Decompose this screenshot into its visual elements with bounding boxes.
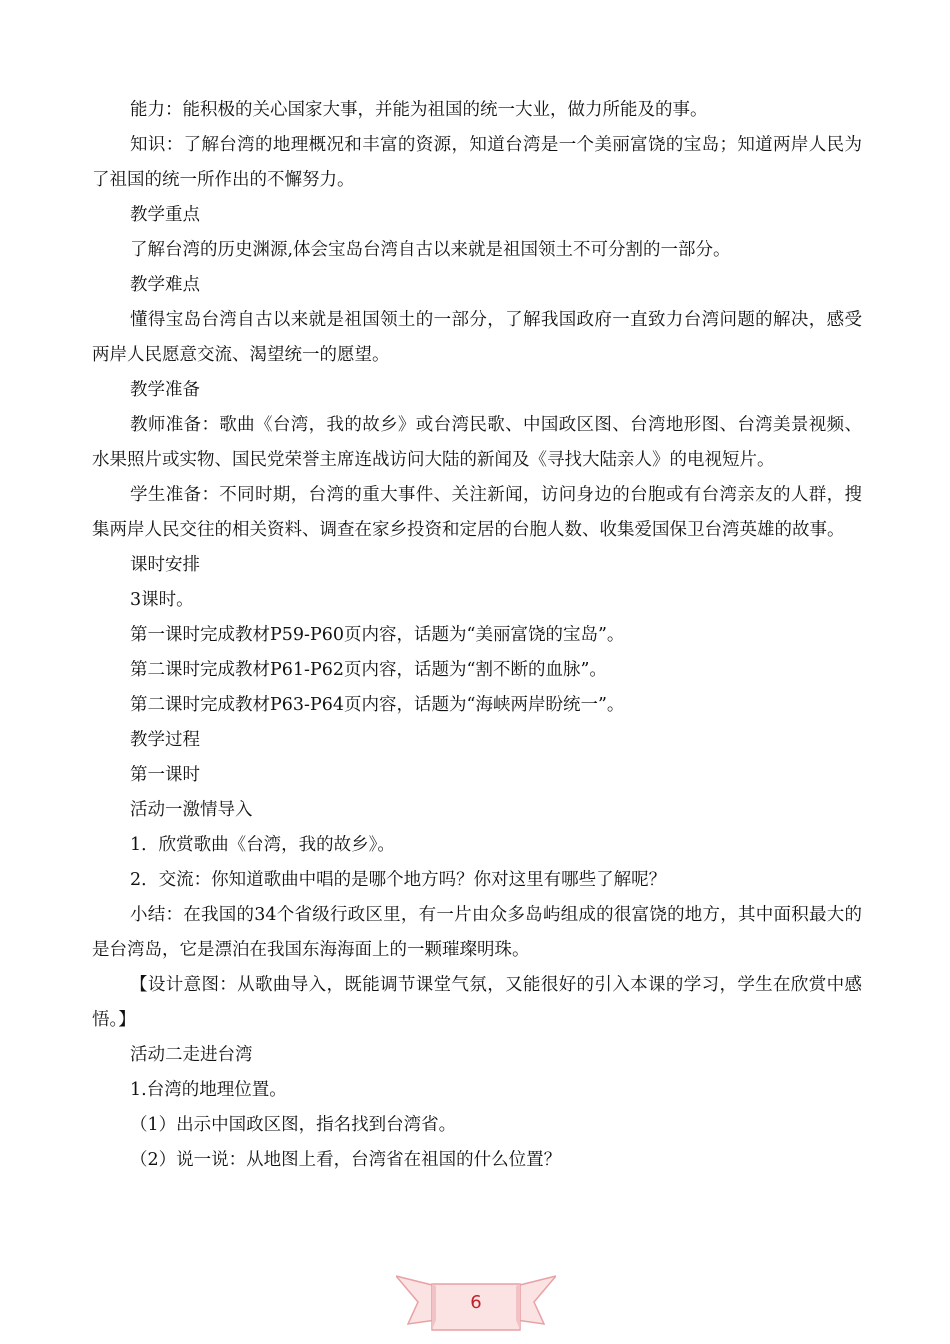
paragraph-student-preparation: 学生准备：不同时期，台湾的重大事件、关注新闻，访问身边的台胞或有台湾亲友的人群，搜集两岸人民交往的相关资料、调查在家乡投资和定居的台胞人数、收集爱国保卫台湾英雄的故事。 — [92, 485, 862, 540]
paragraph-design-intent: 【设计意图：从歌曲导入，既能调节课堂气氛，又能很好的引入本课的学习，学生在欣赏中感悟。】 — [92, 975, 862, 1030]
page-number-ribbon — [396, 1272, 556, 1334]
heading-key-points: 教学重点 — [130, 205, 200, 225]
paragraph-lesson-1: 第一课时完成教材P59-P60页内容，话题为“美丽富饶的宝岛”。 — [130, 625, 625, 645]
paragraph-ability: 能力：能积极的关心国家大事，并能为祖国的统一大业，做力所能及的事。 — [130, 100, 708, 120]
document-body — [92, 93, 862, 1178]
heading-activity-1: 活动一激情导入 — [130, 800, 253, 820]
page-number: 6 — [470, 1292, 482, 1313]
heading-first-lesson: 第一课时 — [130, 765, 200, 785]
paragraph-summary: 小结：在我国的34个省级行政区里，有一片由众多岛屿组成的很富饶的地方，其中面积最大的是台湾岛，它是漂泊在我国东海海面上的一颗璀璨明珠。 — [92, 905, 862, 960]
heading-preparation: 教学准备 — [130, 380, 200, 400]
list-item-activity-2-step-1: 1.台湾的地理位置。 — [130, 1080, 287, 1100]
heading-activity-2: 活动二走进台湾 — [130, 1045, 253, 1065]
paragraph-lesson-3: 第二课时完成教材P63-P64页内容，话题为“海峡两岸盼统一”。 — [130, 695, 625, 715]
heading-process: 教学过程 — [130, 730, 200, 750]
list-item-activity-2-substep-2: （2）说一说：从地图上看，台湾省在祖国的什么位置？ — [130, 1150, 562, 1170]
heading-difficult-points: 教学难点 — [130, 275, 200, 295]
paragraph-difficult-points: 懂得宝岛台湾自古以来就是祖国领土的一部分，了解我国政府一直致力台湾问题的解决，感受两岸人民愿意交流、渴望统一的愿望。 — [92, 310, 862, 365]
paragraph-knowledge: 知识：了解台湾的地理概况和丰富的资源，知道台湾是一个美丽富饶的宝岛；知道两岸人民为了祖国的统一所作出的不懈努力。 — [92, 135, 862, 190]
paragraph-lesson-2: 第二课时完成教材P61-P62页内容，话题为“割不断的血脉”。 — [130, 660, 607, 680]
heading-schedule: 课时安排 — [130, 555, 200, 575]
paragraph-teacher-preparation: 教师准备：歌曲《台湾，我的故乡》或台湾民歌、中国政区图、台湾地形图、台湾美景视频、水果照片或实物、国民党荣誉主席连战访问大陆的新闻及《寻找大陆亲人》的电视短片。 — [92, 415, 862, 470]
list-item-activity-1-step-2: 2．交流：你知道歌曲中唱的是哪个地方吗？你对这里有哪些了解呢？ — [130, 870, 667, 890]
list-item-activity-1-step-1: 1．欣赏歌曲《台湾，我的故乡》。 — [130, 835, 395, 855]
paragraph-schedule-count: 3课时。 — [130, 590, 194, 610]
paragraph-key-points: 了解台湾的历史渊源,体会宝岛台湾自古以来就是祖国领土不可分割的一部分。 — [130, 240, 731, 260]
list-item-activity-2-substep-1: （1）出示中国政区图，指名找到台湾省。 — [130, 1115, 457, 1135]
